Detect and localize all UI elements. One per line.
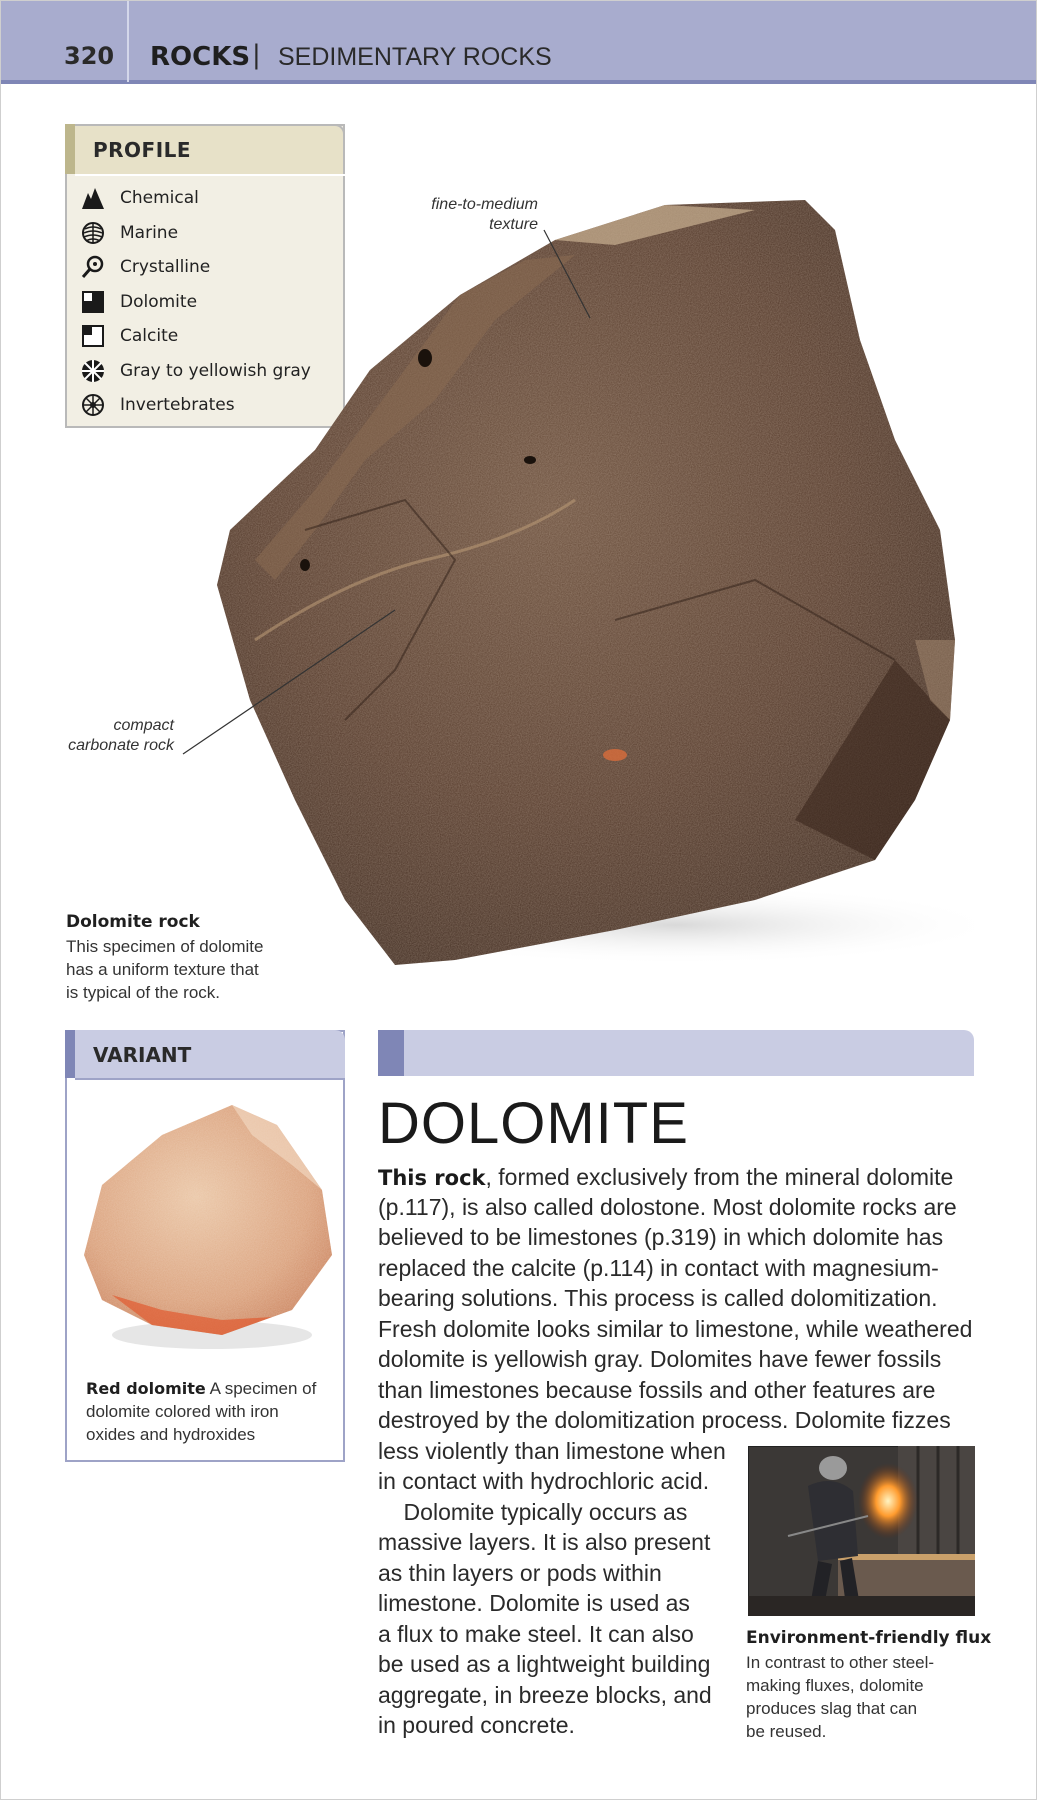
caption-line: A specimen of <box>205 1379 317 1398</box>
profile-item-label: Crystalline <box>120 257 211 277</box>
section-title: ROCKS <box>150 42 251 72</box>
profile-item-label: Marine <box>120 223 179 243</box>
body-line: (p.117), is also called dolostone. Most dolomite rocks are <box>378 1194 957 1220</box>
caption-line: In contrast to other steel- <box>746 1653 935 1672</box>
article-title: DOLOMITE <box>378 1091 689 1156</box>
dolomite-rock-image <box>195 200 975 980</box>
body-line <box>378 1162 953 1193</box>
crystalline-icon <box>80 254 106 280</box>
body-line: dolomite is yellowish gray. Dolomites have fewer fossils <box>378 1346 942 1372</box>
body-line: be used as a lightweight building <box>378 1651 711 1677</box>
body-line: a flux to make steel. It can also <box>378 1621 694 1647</box>
body-line: bearing solutions. This process is called dolomitization. <box>378 1285 938 1311</box>
main-caption-title: Dolomite rock <box>66 912 200 932</box>
header-divider <box>127 0 129 82</box>
title-bar <box>378 1030 974 1076</box>
variant-tab-accent <box>65 1030 75 1078</box>
body-line: than limestones because fossils and other features are <box>378 1377 936 1403</box>
body-line: Fresh dolomite looks similar to limestone, while weathered <box>378 1316 973 1342</box>
body-line: as thin layers or pods within <box>378 1560 662 1586</box>
profile-item-label: Chemical <box>120 188 199 208</box>
caption-line: has a uniform texture that <box>66 960 259 979</box>
body-lead: This rock <box>378 1166 486 1190</box>
profile-tab-accent <box>65 124 75 174</box>
variant-caption-title: Red dolomite <box>86 1379 206 1398</box>
caption-line: is typical of the rock. <box>66 983 221 1002</box>
marine-icon <box>80 220 106 246</box>
profile-item-calcite <box>80 321 178 351</box>
caption-line: making fluxes, dolomite <box>746 1676 924 1695</box>
profile-item-dolomite <box>80 287 197 317</box>
main-caption-text <box>66 935 306 1004</box>
body-line: Dolomite typically occurs as <box>378 1499 688 1525</box>
body-line: less violently than limestone when <box>378 1438 726 1464</box>
body-line: destroyed by the dolomitization process. Dolomite fizzes <box>378 1407 951 1433</box>
caption-line: produces slag that can <box>746 1699 918 1718</box>
profile-item-label: Dolomite <box>120 292 198 312</box>
annotation-texture <box>380 195 538 235</box>
body-line: in contact with hydrochloric acid. <box>378 1468 710 1494</box>
variant-caption <box>86 1377 336 1446</box>
header-rule <box>0 80 1037 84</box>
variant-underline <box>75 1078 345 1080</box>
photo-caption-title: Environment-friendly flux <box>746 1628 992 1648</box>
title-bar-accent <box>378 1030 404 1076</box>
body-line: replaced the calcite (p.114) in contact with magnesium- <box>378 1255 939 1281</box>
caption-line: This specimen of dolomite <box>66 937 264 956</box>
profile-item-crystalline <box>80 252 210 282</box>
body-line: limestone. Dolomite is used as <box>378 1590 690 1616</box>
steel-flux-photo <box>748 1446 975 1616</box>
profile-title: PROFILE <box>93 138 192 162</box>
profile-item-label: Calcite <box>120 326 179 346</box>
caption-line: dolomite colored with iron <box>86 1402 279 1421</box>
annotation-line: carbonate rock <box>68 737 174 754</box>
body-line: massive layers. It is also present <box>378 1529 711 1555</box>
photo-caption-text <box>746 1651 976 1743</box>
calcite-icon <box>80 323 106 349</box>
profile-item-label: Invertebrates <box>120 395 235 415</box>
color-icon <box>80 358 106 384</box>
dolomite-icon <box>80 289 106 315</box>
body-line: aggregate, in breeze blocks, and <box>378 1682 712 1708</box>
profile-underline <box>75 174 345 176</box>
variant-title: VARIANT <box>93 1043 192 1067</box>
caption-line: oxides and hydroxides <box>86 1425 256 1444</box>
body-line: in poured concrete. <box>378 1712 575 1738</box>
red-dolomite-image <box>72 1095 337 1355</box>
profile-item-chemical <box>80 183 199 213</box>
profile-item-label: Gray to yellowish gray <box>120 361 311 381</box>
annotation-carbonate <box>40 716 174 756</box>
page-number: 320 <box>64 42 115 70</box>
invertebrates-icon <box>80 392 106 418</box>
body-line: believed to be limestones (p.319) in which dolomite has <box>378 1224 944 1250</box>
chemical-icon <box>80 185 106 211</box>
section-separator: | <box>252 40 261 70</box>
profile-item-marine <box>80 218 178 248</box>
annotation-line: fine-to-medium <box>431 196 538 213</box>
annotation-line: compact <box>113 717 174 734</box>
variant-caption-first-line <box>86 1377 336 1400</box>
subsection-title: SEDIMENTARY ROCKS <box>278 43 552 71</box>
body-text: , formed exclusively from the mineral dolomite <box>485 1164 954 1190</box>
annotation-line: texture <box>489 216 538 233</box>
caption-line: be reused. <box>746 1722 827 1741</box>
